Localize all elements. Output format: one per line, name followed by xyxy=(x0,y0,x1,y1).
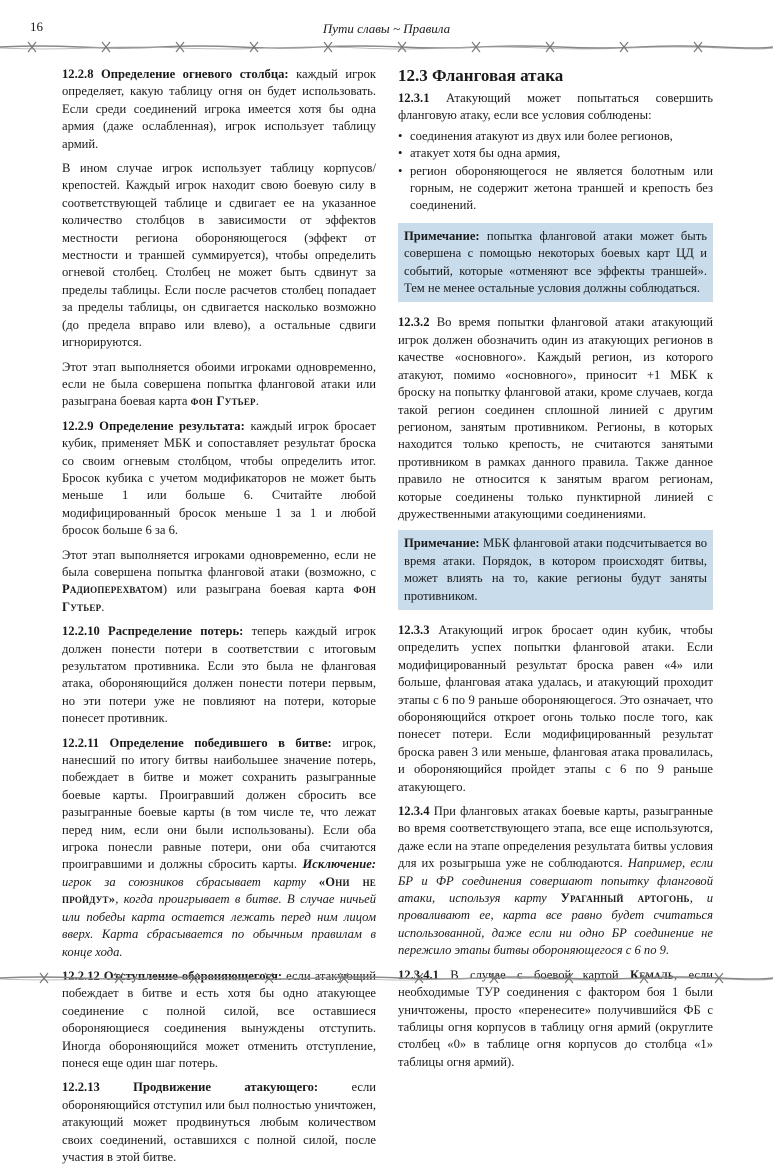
exception-text-2: , когда проигрывает в битве. В случае ничьей или победы карта остается лежать перед ним лицом вверх. Карта сбрасывается по обычным правилам в конце хода. xyxy=(62,892,376,959)
example-text-2: , и проваливают ее, карта все равно будет считаться использованной, даже если ни одно БР соединение не пережило этапы битвы обороняющегося с 6 по 9. xyxy=(398,891,713,958)
text-period-2: . xyxy=(101,599,105,614)
section-title-12-3: 12.3 Фланговая атака xyxy=(398,66,564,85)
exception-label: Исключение: xyxy=(302,857,376,872)
paragraph-12-2-9 xyxy=(62,418,376,540)
heading-12-2-13: 12.2.13 Продвижение атакующего: xyxy=(62,1080,319,1095)
page-number: 16 xyxy=(30,19,43,34)
text-or-played: ) или разыграна боевая карта xyxy=(162,582,354,597)
heading-12-3-4-1: 12.3.4.1 xyxy=(398,967,439,982)
paragraph-12-3-4 xyxy=(398,803,713,960)
exception-text-1: игрок за союзников сбрасывает карту xyxy=(62,874,319,889)
text-simultaneous-result: Этот этап выполняется игроками одновременно, если не была совершена попытка фланговой атаки (возможно, с xyxy=(62,547,376,579)
paragraph-12-3-1 xyxy=(398,90,713,125)
left-column xyxy=(62,66,376,1173)
paragraph-12-2-8 xyxy=(62,66,376,153)
heading-12-2-10: 12.2.10 Распределение потерь: xyxy=(62,624,244,639)
list-item: • регион обороняющегося не является болотным или горным, не содержит жетона траншей и крепость без соединений. xyxy=(398,163,713,215)
paragraph-12-2-10 xyxy=(62,623,376,727)
barbed-wire-top-divider xyxy=(0,40,773,54)
paragraph-12-2-13 xyxy=(62,1079,376,1166)
heading-12-2-11: 12.2.11 Определение победившего в битве: xyxy=(62,735,332,750)
text-12-2-12: если атакующий побеждает в битве и есть хотя бы одно атакующее соединение с полной силой, все оставшиеся обороняющиеся соединения вынуждены отступить. Иногда обороняющийся может отменить отступление, понеся еще один шаг потерь. xyxy=(62,968,376,1070)
note-box-flank-drm xyxy=(398,530,713,610)
paragraph-12-2-11 xyxy=(62,735,376,961)
card-kemal: Кемаль xyxy=(629,967,674,982)
card-von-gutier-2: фон Гутьер xyxy=(62,582,376,614)
heading-12-3-2: 12.3.2 xyxy=(398,315,430,330)
note-label: Примечание: xyxy=(404,536,480,551)
list-item: • соединения атакуют из двух или более регионов, xyxy=(398,128,713,145)
heading-12-3-3: 12.3.3 xyxy=(398,622,430,637)
note-text: МБК фланговой атаки подсчитывается во время атаки. Порядок, в котором происходят битвы, может влиять на то, какие регионы будут заняты противником. xyxy=(404,536,707,603)
text-12-3-4: При фланговых атаках боевые карты, разыгранные во время соответствующего этапа, все еще используются, даже если на этапе определения результата битвы условия для их розыгрыша уже не соблюдаются. xyxy=(398,804,713,871)
running-head: Пути славы ~ Правила xyxy=(322,21,451,36)
text-12-3-3: Атакующий игрок бросает один кубик, чтобы определить успех попытки фланговой атаки. Если модифицированный результат броска равен «4» или больше, фланговая атака удалась, и атакующий проходит этапы с 6 по 9 раньше обороняющегося. Это означает, что обороняющийся откроет огонь только после того, как понесет потери. Если модифицированный результат броска равен 3 или меньше, фланговая атака провалилась, и обороняющийся пройдет этапы с 6 по 9 раньше атакующего. xyxy=(398,622,713,794)
text-12-3-1: Атакующий может попытаться совершить фланговую атаку, если все условия соблюдены: xyxy=(398,91,713,123)
card-radio-intercept: Радиоперехватом xyxy=(62,582,163,597)
heading-12-3-4: 12.3.4 xyxy=(398,804,430,819)
list-item: • атакует хотя бы одна армия, xyxy=(398,145,713,162)
right-column xyxy=(398,66,713,1078)
flank-conditions-list xyxy=(398,128,713,215)
paragraph-12-3-3 xyxy=(398,622,713,796)
paragraph-simultaneous-result xyxy=(62,547,376,617)
text-simultaneous: Этот этап выполняется обоими игроками одновременно, если не была совершена попытка фланговой атаки или разыграна боевая карта xyxy=(62,359,376,409)
note-text: попытка фланговой атаки может быть совершена с помощью некоторых боевых карт ЦД и событий, которые «отменяют все эффекты траншей». Тем не менее остальные условия должны соблюдаться. xyxy=(404,228,707,296)
text-12-2-10: теперь каждый игрок должен понести потери в соответствии с итоговым результатом противника. Если это была не фланговая атака, обороняющийся должен понести потери первым, но эти потери уже не повлияют на потери, которые понесет противник. xyxy=(62,624,376,726)
text-12-3-2: Во время попытки фланговой атаки атакующий игрок должен обозначить один из атакующих регионов в качестве «основного». Каждый регион, из которого атакуют, помимо «основного», приносит +1 МБК к броску на попытку фланговой атаки, кроме случаев, когда такой регион соединен сплошной линией с другим регионом, занятым противником. Регионы, в которых находится только крепость, не считаются занятыми противником в рамках данного правила. Также данное правило не относится к занятым врагом регионам, которые соединены только пунктирной линией с дружественными атакующими соединениями. xyxy=(398,315,713,521)
heading-12-3-1: 12.3.1 xyxy=(398,91,430,105)
card-von-gutier: фон Гутьер xyxy=(190,394,256,409)
paragraph-fire-table: В ином случае игрок использует таблицу корпусов/крепостей. Каждый игрок находит свою боевую силу в соответствующей таблице и сдвигает ее на указанное количество столбцов в зависимости от эффектов местности региона обороняющегося (эффект от местности и траншей суммируется), чтобы определить огневой столбец. Столбец не может быть сдвинут за пределы таблицы. Если после расчетов столбец попадает за пределы таблицы, он сдвигается насколько возможно (до предела вправо или влево), а остальные сдвиги игнорируются. xyxy=(62,161,376,350)
paragraph-12-3-2 xyxy=(398,314,713,523)
text-period: . xyxy=(255,394,259,409)
text-12-2-8: каждый игрок определяет, какую таблицу огня он будет использовать. Если среди соединений игрока имеется хотя бы одна армия (даже ослабленная), игрок использует таблицу армий. xyxy=(62,67,376,151)
paragraph-simultaneous-fire xyxy=(62,359,376,411)
text-12-2-9: каждый игрок бросает кубик, применяет МБК и сопоставляет результат броска со своим огневым столбцом, чтобы определить итог. Бросок кубика с учетом модификаторов не может быть меньше 1 или больше 6. Считайте любой модифицированный бросок меньше 1 за 1 и любой бросок больше 6 за 6. xyxy=(62,418,376,538)
example-text-1: Например, если БР и ФР соединения совершают попытку фланговой атаки, используя карту xyxy=(398,856,714,906)
heading-12-2-9: 12.2.9 Определение результата: xyxy=(62,418,245,433)
text-12-2-11: игрок, нанесший по итогу битвы наибольшее значение потерь, побеждает в битве и может сохранить разыгранные боевые карты. Проигравший должен сбросить все разыгранные боевые карты (в том числе те, что лежат перед ним, если они были использованы). Если оба игрока понесли равные потери, они оба считаются проигравшими и должны сбросить карты. xyxy=(62,735,376,872)
text-12-3-4-1b: , если необходимые ТУР соединения с фактором боя 1 были уничтожены, просто «перенесите» получившийся ФБ с таблицы огня корпусов в таблицу огня армий (округлите столбец «0» в таблице огня корпусов до столбца «1» таблицы огня армий). xyxy=(398,967,713,1069)
text-12-3-4-1a: В случае с боевой картой xyxy=(438,967,630,982)
card-hurricane-barrage: Ураганный артогонь xyxy=(560,891,690,906)
text-12-2-13: если обороняющийся отступил или был полностью уничтожен, атакующий может продвинуться любым количеством своих соединений, оставшихся с полной силой, после участия в этой битве. xyxy=(62,1080,376,1164)
note-box-trenches xyxy=(398,223,713,303)
note-label: Примечание: xyxy=(404,228,480,243)
heading-12-2-12: 12.2.12 Отступление обороняющегося: xyxy=(62,968,283,983)
barbed-wire-bottom-divider xyxy=(0,968,773,985)
heading-12-2-8: 12.2.8 Определение огневого столбца: xyxy=(62,67,289,81)
card-they-shall-not-pass: «Они не пройдут» xyxy=(62,874,376,907)
